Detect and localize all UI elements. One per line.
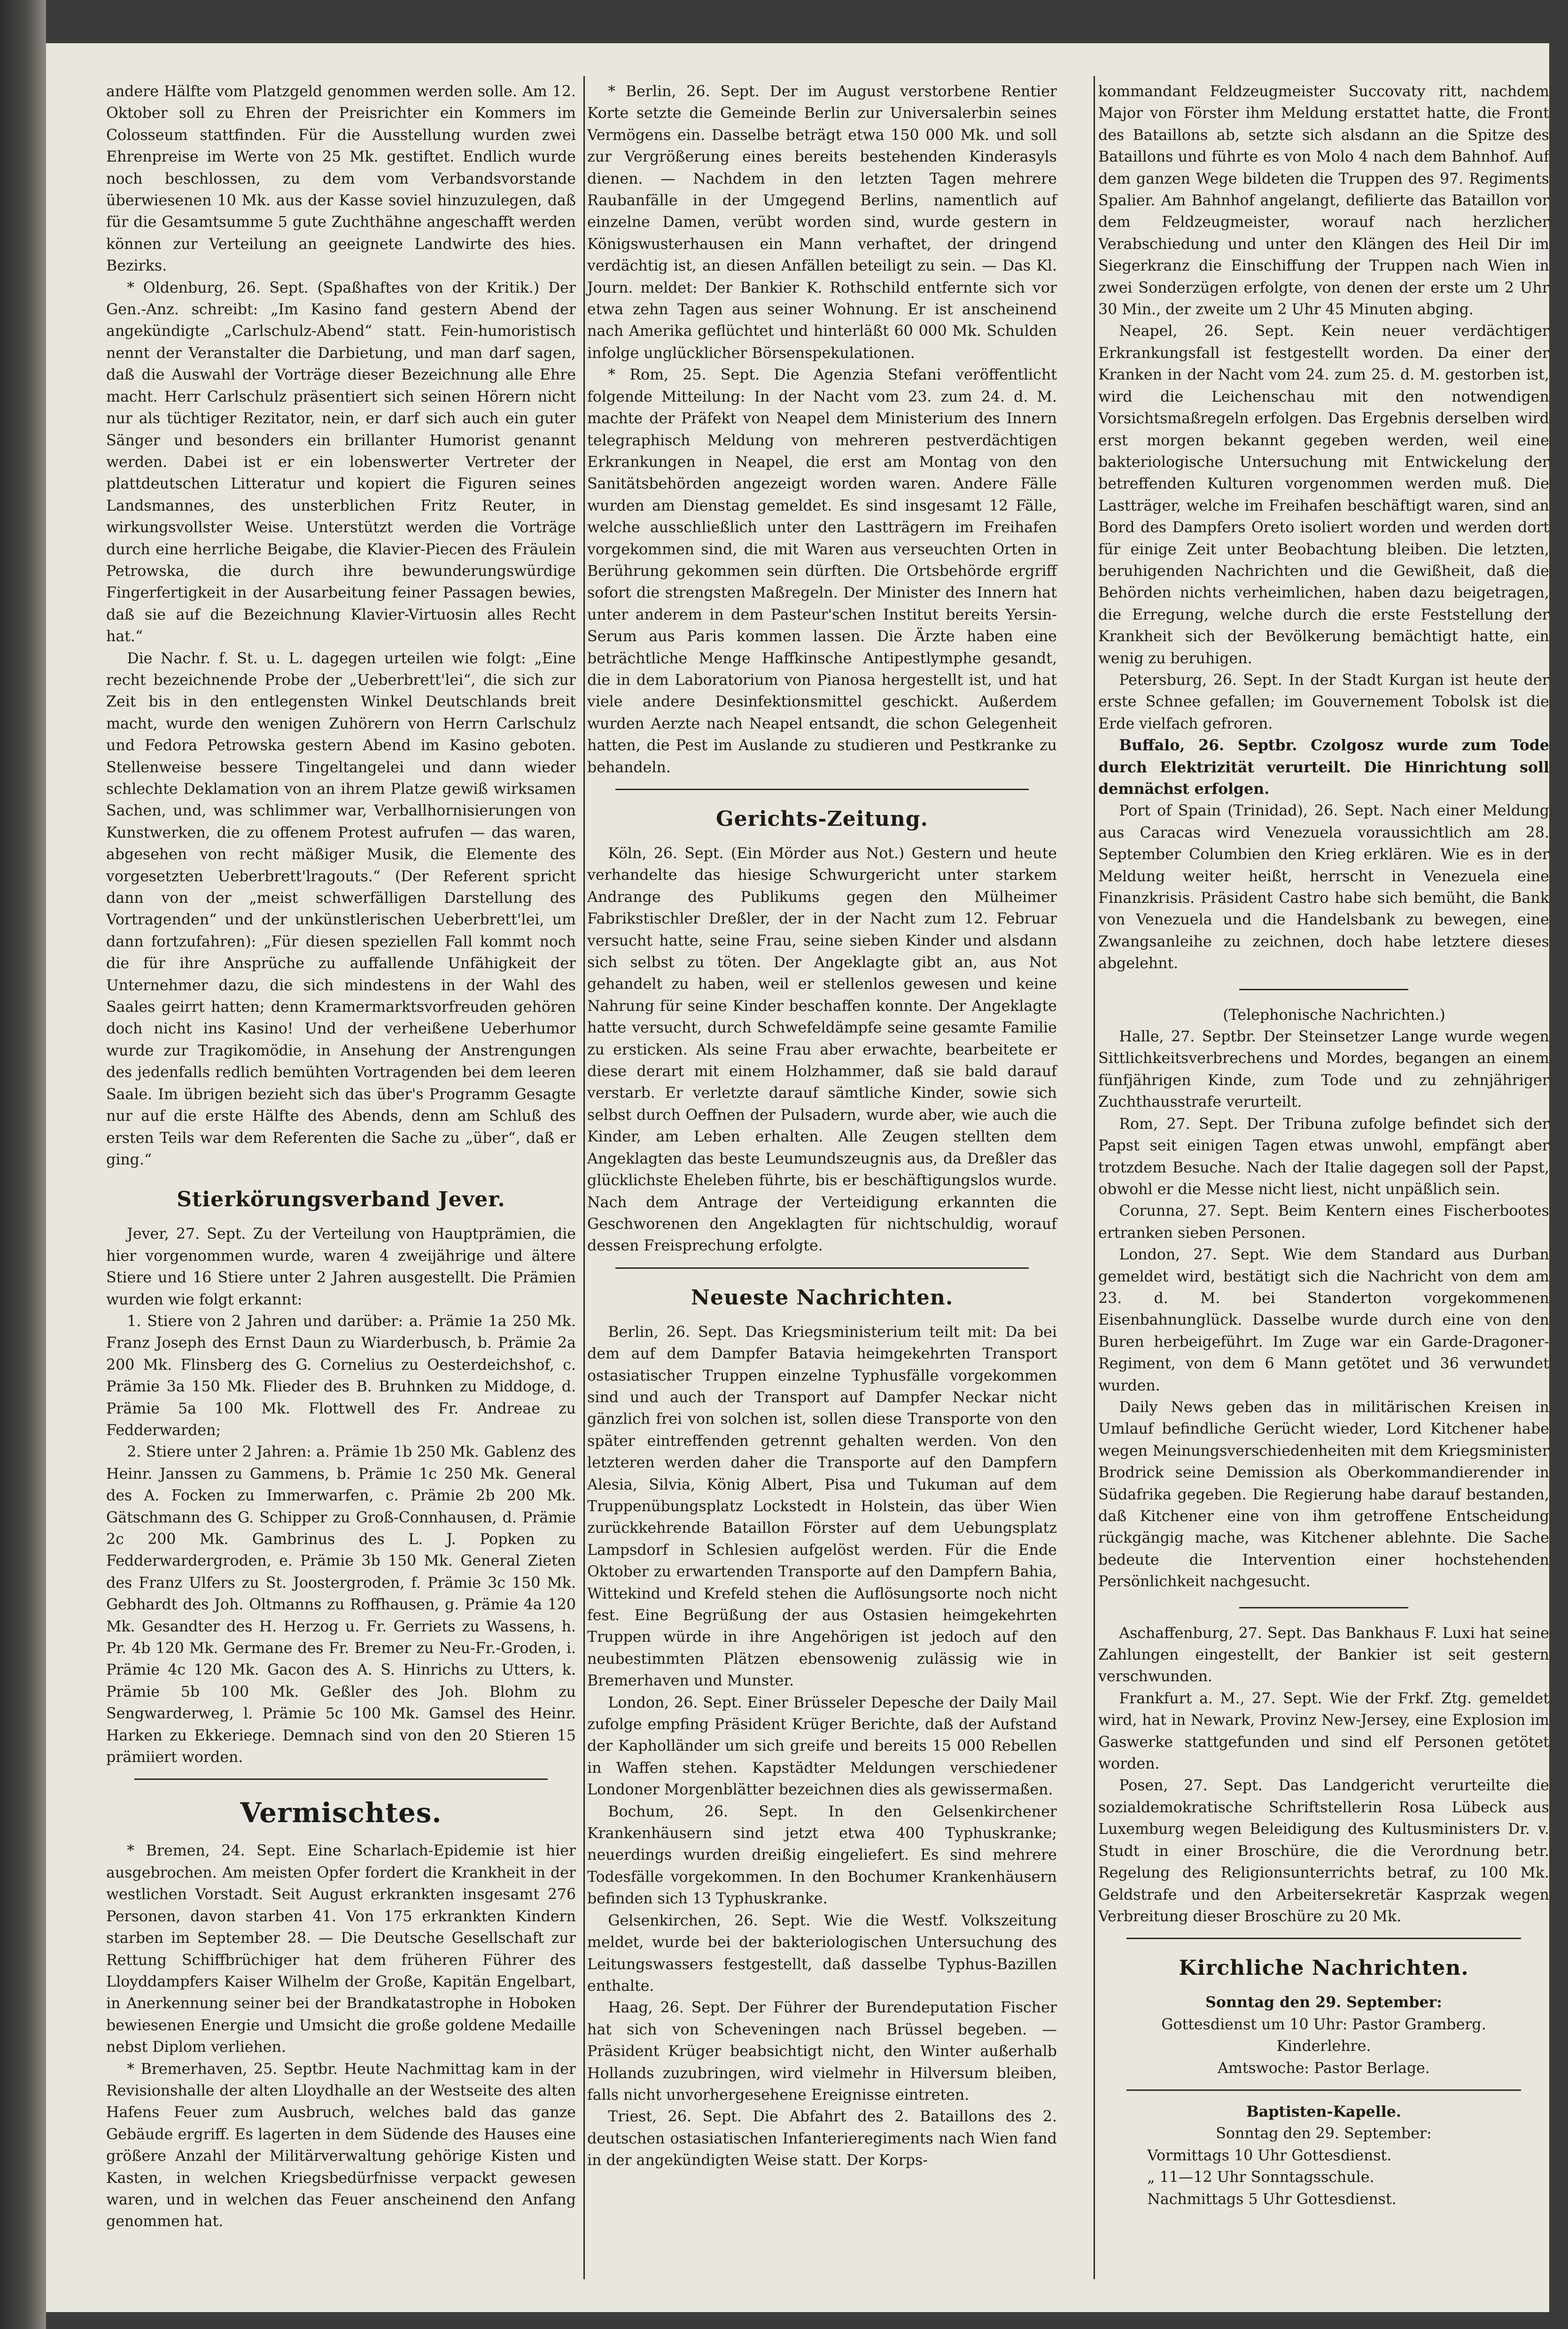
- newspaper-page: [46, 43, 1549, 2312]
- column-middle: [587, 81, 1057, 2172]
- section-heading-neueste-nachrichten: Neueste Nachrichten.: [691, 1285, 954, 1310]
- baptist-heading: Baptisten-Kapelle.: [1246, 2103, 1401, 2120]
- article-corunna: Corunna, 27. Sept. Beim Kentern eines Fischerbootes ertranken sieben Personen.: [1098, 1203, 1549, 1242]
- article-paragraph: 1. Stiere von 2 Jahren und darüber: a. Prämie 1a 250 Mk. Franz Joseph des Ernst Daun zu Wiarderbusch, b. Prämie 2a 200 Mk. Flinsberg des G. Cornelius zu Oesterdeichshof, c. Prämie 3a 150 Mk. Flieder des B. Bruhnken zu Middoge, d. Prämie 5a 100 Mk. Flottwell des Fr. Andreae zu Fedderwarden;: [106, 1312, 576, 1439]
- article-rom-papst: Rom, 27. Sept. Der Tribuna zufolge befindet sich der Papst seit einigen Tagen etwas unwohl, empfängt aber trotzdem Besuche. Nach der Italie dagegen soll der Papst, obwohl er die Messe nicht liest, nicht unpäßlich sein.: [1098, 1115, 1549, 1198]
- section-divider: [615, 789, 1029, 790]
- section-heading-kirchliche: Kirchliche Nachrichten.: [1179, 1956, 1469, 1980]
- church-amtswoche: Amtswoche: Pastor Berlage.: [1218, 2059, 1430, 2077]
- article-halle: Halle, 27. Septbr. Der Steinsetzer Lange wurde wegen Sittlichkeitsverbrechens und Mordes, begangen an einem fünfjährigen Kinde, zum Tode und zu zehnjähriger Zuchthausstrafe verurteilt.: [1098, 1028, 1549, 1111]
- article-london-durban: London, 27. Sept. Wie dem Standard aus Durban gemeldet wird, bestätigt sich die Nachricht von dem am 23. d. M. bei Standerton vorgekommenen Eisenbahnunglück. Dasselbe wurde durch eine von den Buren herbeigeführt. Im Zuge war ein Garde-Dragoner-Regiment, von dem 6 Mann getötet und 36 verwundet wurden.: [1098, 1246, 1549, 1394]
- article-haag: Haag, 26. Sept. Der Führer der Burendeputation Fischer hat sich von Scheveningen nach Brüssel begeben. — Präsident Krüger beabsichtigt nicht, den Winter außerhalb Hollands zuzubringen, wird vielmehr in Hilversum bleiben, falls nicht unvorhergesehene Ereignisse eintreten.: [587, 1999, 1057, 2104]
- column-divider: [1094, 76, 1095, 2279]
- article-rom: * Rom, 25. Sept. Die Agenzia Stefani veröffentlicht folgende Mitteilung: In der Nacht vom 23. zum 24. d. M. machte der Präfekt von Neapel dem Ministerium des Innern telegraphisch Meldung von mehreren pestverdächtigen Erkrankungen in Neapel, die erst am Montag von den Sanitätsbehörden angezeigt worden waren. Andere Fälle wurden am Dienstag gemeldet. Es sind insgesamt 12 Fälle, welche ausschließlich unter den Lastträgern im Freihafen vorgekommen sind, die mit Waren aus verseuchten Orten in Berührung gekommen sein dürften. Die Ortsbehörde ergriff sofort die strengsten Maßregeln. Der Minister des Innern hat unter anderem in dem Pasteur'schen Institut bereits Yersin-Serum aus Paris kommen lassen. Die Ärzte haben eine beträchtliche Menge Haffkinsche Antipestlymphe gesandt, die in dem Laboratorium von Pianosa hergestellt ist, und hat viele andere Desinfektionsmittel geschickt. Außerdem wurden Aerzte nach Neapel entsandt, die schon Gelegenheit hatten, die Pest im Auslande zu studieren und Pestkranke zu behandeln.: [587, 366, 1057, 776]
- article-bochum: Bochum, 26. Sept. In den Gelsenkirchener Krankenhäusern sind jetzt etwa 400 Typhuskranke; neuerdings wurden dreißig eingeliefert. Es sind mehrere Todesfälle vorgekommen. In den Bochumer Krankenhäusern befinden sich 13 Typhuskranke.: [587, 1803, 1057, 1908]
- article-koeln: Köln, 26. Sept. (Ein Mörder aus Not.) Gestern und heute verhandelte das hiesige Schwurgericht unter starkem Andrange des Publikums gegen den Mülheimer Fabrikstischler Dreßler, der in der Nacht zum 12. Februar versucht hatte, seine Frau, seine sieben Kinder und alsdann sich selbst zu töten. Der Angeklagte gibt an, aus Not gehandelt zu haben, weil er stellenlos gewesen und keine Nahrung für seine Kinder beschaffen konnte. Der Angeklagte hatte versucht, durch Schwefeldämpfe seine gesamte Familie zu ersticken. Als seine Frau aber erwachte, bearbeitete er diese derart mit einem Holzhammer, daß sie bald darauf verstarb. Er verletzte darauf sämtliche Kinder, sowie sich selbst durch Oeffnen der Pulsadern, wurde aber, wie auch die Kinder, am Leben erhalten. Alle Zeugen stellten dem Angeklagten das beste Leumundszeugnis aus, da Dreßler das glücklichste Eheleben führte, bis er beschäftigungslos wurde. Nach dem Antrage der Verteidigung erkannten die Geschworenen den Angeklagten für nichtschuldig, worauf dessen Freisprechung erfolgte.: [587, 845, 1057, 1255]
- book-binding-edge: [0, 0, 46, 2329]
- article-bremen: * Bremen, 24. Sept. Eine Scharlach-Epidemie ist hier ausgebrochen. Am meisten Opfer fordert die Krankheit in der westlichen Vorstadt. Seit August erkrankten insgesamt 276 Personen, davon starben 41. Von 175 erkrankten Kindern starben im September 28. — Die Deutsche Gesellschaft zur Rettung Schiffbrüchiger hat dem früheren Führer des Lloyddampfers Kaiser Wilhelm der Große, Kapitän Engelbart, in Anerkennung seiner bei der Brandkatastrophe in Hoboken bewiesenen Energie und Umsicht die große goldene Medaille nebst Diplom verliehen.: [106, 1842, 576, 2056]
- subheading-telephonische: (Telephonische Nachrichten.): [1223, 1006, 1445, 1024]
- article-london: London, 26. Sept. Einer Brüsseler Depesche der Daily Mail zufolge empfing Präsident Krüger Berichte, daß der Aufstand der Kapholländer um sich greife und bereits 15 000 Rebellen in Waffen stehen. Kapstädter Meldungen verschiedener Londoner Morgenblätter bezeichnen dies als gewissermaßen.: [587, 1694, 1057, 1799]
- article-aschaffenburg: Aschaffenburg, 27. Sept. Das Bankhaus F. Luxi hat seine Zahlungen eingestellt, der Bankier ist seit gestern verschwunden.: [1098, 1624, 1549, 1685]
- column-left: [106, 81, 576, 2233]
- church-kinderlehre: Kinderlehre.: [1276, 2038, 1371, 2055]
- section-divider: [134, 1778, 548, 1780]
- baptist-line: Nachmittags 5 Uhr Gottesdienst.: [1147, 2190, 1397, 2208]
- article-petersburg: Petersburg, 26. Sept. In der Stadt Kurgan ist heute der erste Schnee gefallen; im Gouvernement Tobolsk ist die Erde vielfach gefroren.: [1098, 671, 1549, 732]
- article-posen: Posen, 27. Sept. Das Landgericht verurteilte die sozialdemokratische Schriftstellerin Rosa Lübeck aus Luxemburg wegen Beleidigung des Kultusministers Dr. v. Studt in einer Broschüre, die die Verordnung betr. Regelung des Religionsunterrichts betraf, zu 100 Mk. Geldstrafe und den Arbeitersekretär Kasprzak wegen Verbreitung dieser Broschüre zu 20 Mk.: [1098, 1777, 1549, 1925]
- baptist-line: Vormittags 10 Uhr Gottesdienst.: [1147, 2147, 1392, 2164]
- section-divider: [1126, 1938, 1521, 1939]
- article-jever: Jever, 27. Sept. Zu der Verteilung von Hauptprämien, die hier vorgenommen wurde, waren 4 zweijährige und ältere Stiere und 16 Stiere unter 2 Jahren ausgestellt. Die Prämien wurden wie folgt erkannt:: [106, 1226, 576, 1308]
- article-continuation: kommandant Feldzeugmeister Succovaty ritt, nachdem Major von Förster ihm Meldung erstattet hatte, die Front des Bataillons ab, setzte sich alsdann an die Spitze des Bataillons und führte es von Molo 4 nach dem Bahnhof. Auf dem ganzen Wege bildeten die Truppen des 97. Regiments Spalier. Am Bahnhof angelangt, defilierte das Bataillon vor dem Feldzeugmeister, worauf nach herzlicher Verabschiedung und unter den Klängen des Heil Dir im Siegerkranz die Einschiffung der Truppen nach Wien in zwei Sonderzügen erfolgte, von denen der erste um 2 Uhr 30 Min., der zweite um 2 Uhr 45 Minuten abging.: [1098, 83, 1549, 318]
- section-divider: [1239, 1607, 1408, 1608]
- section-divider: [1239, 989, 1408, 990]
- article-paragraph: andere Hälfte vom Platzgeld genommen werden solle. Am 12. Oktober soll zu Ehren der Preisrichter ein Kommers im Colosseum stattfinden. Für die Ausstellung wurden zwei Ehrenpreise im Werte von 25 Mk. gestiftet. Endlich wurde noch beschlossen, zu dem vom Verbandsvorstande überwiesenen 10 Mk. aus der Kasse soviel hinzuzulegen, daß für die Gesamtsumme 5 gute Zuchthähne angeschafft werden können zur Verteilung an geeignete Landwirte des hies. Bezirks.: [106, 83, 576, 275]
- column-right: [1098, 81, 1549, 2210]
- section-heading-stierkoerung: Stierkörungsverband Jever.: [177, 1188, 505, 1212]
- section-heading-vermischtes: Vermischtes.: [240, 1797, 442, 1829]
- article-paragraph: Die Nachr. f. St. u. L. dagegen urteilen wie folgt: „Eine recht bezeichnende Probe der „Ueberbrett'lei“, die sich zur Zeit bis in den entlegensten Winkel Deutschlands breit macht, wurde den wenigen Zuhörern von Herrn Carlschulz und Fedora Petrowska gestern Abend im Kasino geboten. Stellenweise bessere Tingeltangelei und dann wieder schlechte Deklamation von an ihrem Platze gewiß wirksamen Sachen, und, was schlimmer war, Verballhornisierungen von Kunstwerken, die zu offenem Protest aufrufen — das waren, abgesehen von recht mäßiger Musik, die Elemente des vorgesetzten Ueberbrett'lragouts.“ (Der Referent spricht dann von der „meist schwerfälligen Darstellung des Vortragenden“ und der unkünstlerischen Ueberbrett'lei, um dann fortzufahren): „Für diesen speziellen Fall kommt noch die für ihre Ansprüche zu auffallende Unfähigkeit der Unternehmer dazu, die sich mindestens in der Wahl des Saales geirrt hatten; denn Kramermarktsvorfreuden gehören doch nicht ins Kasino! Und der verheißene Ueberhumor wurde zur Tragikomödie, in Ansehung der Anstrengungen des jedenfalls redlich bemühten Vortragenden bei dem leeren Saale. Im übrigen bezieht sich das über's Programm Gesagte nur auf die erste Hälfte des Abends, denn am Schluß des ersten Teils war dem Referenten die Sache zu „über“, daß er ging.“: [106, 650, 576, 1168]
- church-service: Gottesdienst um 10 Uhr: Pastor Gramberg.: [1161, 2016, 1486, 2033]
- article-paragraph: 2. Stiere unter 2 Jahren: a. Prämie 1b 250 Mk. Gablenz des Heinr. Janssen zu Gammens, b. Prämie 1c 250 Mk. General des A. Focken zu Immerwarfen, c. Prämie 2b 200 Mk. Gätschmann des G. Schipper zu Groß-Connhausen, d. Prämie 2c 200 Mk. Gambrinus des L. J. Popken zu Fedderwardergroden, e. Prämie 3b 150 Mk. General Zieten des Franz Ulfers zu St. Joostergroden, f. Prämie 3c 150 Mk. Gebhardt des Joh. Oltmanns zu Roffhausen, g. Prämie 4a 120 Mk. Gesandter des H. Herzog u. Fr. Gerriets zu Wassens, h. Pr. 4b 120 Mk. Germane des Fr. Bremer zu Neu-Fr.-Groden, i. Prämie 4c 120 Mk. Gacon des A. S. Hinrichs zu Utters, k. Prämie 5b 100 Mk. Geßler des Joh. Blohm zu Sengwarderweg, l. Prämie 5c 100 Mk. Gamsel des Heinr. Harken zu Ekkeriege. Demnach sind von den 20 Stieren 15 prämiiert worden.: [106, 1444, 576, 1766]
- article-daily-news: Daily News geben das in militärischen Kreisen in Umlauf befindliche Gerücht wieder, Lord Kitchener habe wegen Meinungsverschiedenheiten mit dem Kriegsminister Brodrick seine Demission als Oberkommandierender in Südafrika gegeben. Die Regierung habe darauf bestanden, daß Kitchener eine von ihm getroffene Entscheidung rückgängig mache, was Kitchener ablehnte. Die Sache bedeute die Intervention einer hochstehenden Persönlichkeit nachgesucht.: [1098, 1398, 1549, 1591]
- section-heading-gerichts-zeitung: Gerichts-Zeitung.: [716, 807, 928, 831]
- baptist-date: Sonntag den 29. September:: [1216, 2125, 1432, 2143]
- section-divider: [615, 1267, 1029, 1269]
- article-berlin-kriegsministerium: Berlin, 26. Sept. Das Kriegsministerium teilt mit: Da bei dem auf dem Dampfer Batavia heimgekehrten Transport ostasiatischer Truppen einzelne Typhusfälle vorgekommen sind und auch der Transport auf Dampfer Neckar nicht gänzlich frei von solchen ist, sollen diese Transporte von den später eintreffenden getrennt gehalten werden. Von den letzteren werden daher die Transporte auf den Dampfern Alesia, Silvia, König Albert, Pisa und Tukuman auf dem Truppenübungsplatz Lockstedt in Holstein, das über Wien zurückkehrende Bataillon Förster auf dem Uebungsplatz Lampsdorf in Schlesien aufgelöst werden. Für die Ende Oktober zu erwartenden Transporte auf den Dampfern Bahia, Wittekind und Krefeld stehen die Auflösungsorte noch nicht fest. Eine Begrüßung der aus Ostasien heimgekehrten Truppen würde in ihre Angehörigen ist jedoch auf den neubestimmten Plätzen ebensowenig zulässig wie in Bremerhaven und Munster.: [587, 1323, 1057, 1690]
- article-berlin: * Berlin, 26. Sept. Der im August verstorbene Rentier Korte setzte die Gemeinde Berlin zur Universalerbin seines Vermögens ein. Dasselbe beträgt etwa 150 000 Mk. und soll zur Vergrößerung eines bereits bestehenden Kinderasyls dienen. — Nachdem in den letzten Tagen mehrere Raubanfälle in der Umgegend Berlins, namentlich auf einzelne Damen, verübt worden sind, wurde gestern in Königswusterhausen ein Mann verhaftet, der dringend verdächtig ist, an diesen Anfällen beteiligt zu sein. — Das Kl. Journ. meldet: Der Bankier K. Rothschild entfernte sich vor etwa zehn Tagen aus seiner Wohnung. Er ist anscheinend nach Amerika geflüchtet und hinterläßt 60 000 Mk. Schulden infolge unglücklicher Börsenspekulationen.: [587, 83, 1057, 362]
- article-oldenburg: * Oldenburg, 26. Sept. (Spaßhaftes von der Kritik.) Der Gen.-Anz. schreibt: „Im Kasino fand gestern Abend der angekündigte „Carlschulz-Abend“ statt. Fein-humoristisch nennt der Veranstalter die Darbietung, und man darf sagen, daß die Auswahl der Vorträge dieser Bezeichnung alle Ehre macht. Herr Carlschulz präsentiert sich seinen Hörern nicht nur als tüchtiger Rezitator, nein, er darf sich auch ein guter Sänger und besonders ein brillanter Humorist genannt werden. Dabei ist er ein lobenswerter Vertreter der plattdeutschen Litteratur und kopiert die Figuren seines Landsmannes, des unsterblichen Fritz Reuter, in wirkungsvollster Weise. Unterstützt werden die Vorträge durch eine herrliche Beigabe, die Klavier-Piecen des Fräulein Petrowska, die durch ihre bewunderungswürdige Fingerfertigkeit in der Ausarbeitung feiner Passagen bewies, daß sie auf die Bezeichnung Klavier-Virtuosin alles Recht hat.“: [106, 279, 576, 645]
- article-bremerhaven: * Bremerhaven, 25. Septbr. Heute Nachmittag kam in der Revisionshalle der alten Lloydhalle an der Westseite des alten Hafens Feuer zum Ausbruch, welches bald das ganze Gebäude ergriff. Es lagerten in dem Südende des Hauses eine größere Anzahl der Militärverwaltung gehörige Kisten und Kasten, in welchen Kriegsbedürfnisse verpackt gewesen waren, und in welchen das Feuer anscheinend den Anfang genommen hat.: [106, 2060, 576, 2230]
- article-gelsenkirchen: Gelsenkirchen, 26. Sept. Wie die Westf. Volkszeitung meldet, wurde bei der bakteriologischen Untersuchung des Leitungswassers festgestellt, daß dasselbe Typhus-Bazillen enthalte.: [587, 1912, 1057, 1995]
- column-divider: [583, 76, 585, 2279]
- section-divider: [1126, 2089, 1521, 2091]
- article-port-of-spain: Port of Spain (Trinidad), 26. Sept. Nach einer Meldung aus Caracas wird Venezuela voraussichtlich am 28. September Columbien den Krieg erklären. Wie es in der Meldung weiter heißt, herrscht in Venezuela eine Finanzkrisis. Präsident Castro habe sich bemüht, die Bank von Venezuela und die Handelsbank zu bewegen, eine Zwangsanleihe zu zeichnen, doch habe letztere dieses abgelehnt.: [1098, 802, 1549, 972]
- article-neapel: Neapel, 26. Sept. Kein neuer verdächtiger Erkrankungsfall ist festgestellt worden. Da einer der Kranken in der Nacht vom 24. zum 25. d. M. gestorben ist, wird die Leichenschau mit den notwendigen Vorsichtsmaßregeln erfolgen. Das Ergebnis derselben wird erst morgen bekannt gegeben werden, weil eine bakteriologische Untersuchung mit Entwickelung der betreffenden Kulturen vorgenommen werden muß. Die Lastträger, welche im Freihafen beschäftigt waren, sind an Bord des Dampfers Oreto isoliert worden und werden dort für einige Zeit unter Beobachtung bleiben. Die letzten, beruhigenden Nachrichten und die Gewißheit, daß die Behörden nichts verheimlichen, haben dazu beigetragen, die Erregung, welche durch die erste Feststellung der Krankheit sich der Bevölkerung bemächtigt hatte, ein wenig zu beruhigen.: [1098, 323, 1549, 667]
- baptist-line: „ 11—12 Uhr Sonntagsschule.: [1147, 2169, 1374, 2186]
- article-triest: Triest, 26. Sept. Die Abfahrt des 2. Bataillons des 2. deutschen ostasiatischen Infanterieregiments nach Wien fand in der angekündigten Weise statt. Der Korps-: [587, 2108, 1057, 2169]
- article-frankfurt: Frankfurt a. M., 27. Sept. Wie der Frkf. Ztg. gemeldet wird, hat in Newark, Provinz New-Jersey, eine Explosion im Gaswerke stattgefunden und sind elf Personen getötet worden.: [1098, 1690, 1549, 1773]
- article-buffalo: Buffalo, 26. Septbr. Czolgosz wurde zum Tode durch Elektrizität verurteilt. Die Hinrichtung soll demnächst erfolgen.: [1098, 737, 1549, 798]
- church-date: Sonntag den 29. September:: [1205, 1994, 1442, 2011]
